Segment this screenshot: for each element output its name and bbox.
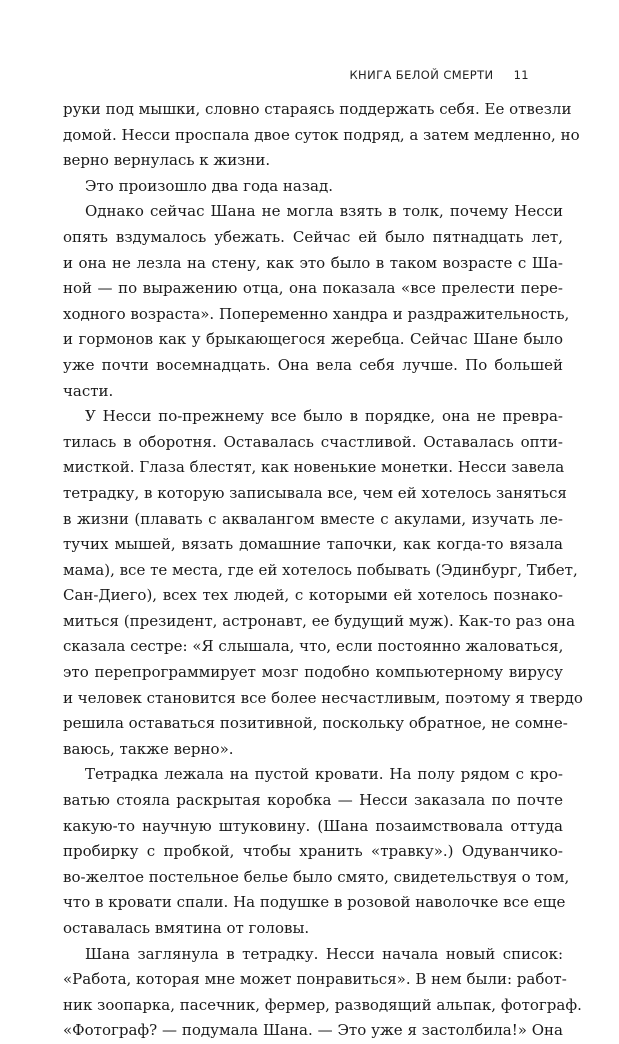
book-title: КНИГА БЕЛОЙ СМЕРТИ: [349, 68, 494, 82]
text-line: «Фотограф? — подумала Шана. — Это уже я застолбила!» Она: [63, 1021, 563, 1040]
text-line: У Несси по-прежнему все было в порядке, она не превра-: [85, 407, 563, 426]
text-line: оставалась вмятина от головы.: [63, 919, 310, 937]
text-line: ваюсь, также верно».: [63, 739, 234, 758]
text-line: домой. Несси проспала двое суток подряд, а затем медленно, но: [63, 125, 580, 144]
paragraph: [63, 942, 582, 1044]
text-line: мисткой. Глаза блестят, как новенькие монетки. Несси завела: [63, 458, 565, 477]
text-line: это перепрограммирует мозг подобно компьютерному вирусу: [63, 663, 563, 682]
page-number: 11: [513, 68, 529, 82]
text-line: верно вернулась к жизни.: [63, 151, 271, 170]
text-line: ник зоопарка, пасечник, фермер, разводящий альпак, фотограф.: [63, 995, 582, 1014]
text-line: уже почти восемнадцать. Она вела себя лучше. По большей: [63, 355, 563, 374]
text-line: опять вздумалось убежать. Сейчас ей было пятнадцать лет,: [63, 227, 563, 246]
text-line: миться (президент, астронавт, ее будущий муж). Как-то раз она: [63, 611, 576, 630]
paragraph: [63, 404, 583, 762]
text-line: пробирку с пробкой, чтобы хранить «травку».) Одуванчико-: [63, 842, 563, 861]
text-line: ходного возраста». Попеременно хандра и раздражительность,: [63, 304, 570, 323]
text-line: тетрадку, в которую записывала все, чем ей хотелось заняться: [63, 483, 567, 502]
text-line: Однако сейчас Шана не могла взять в толк, почему Несси: [85, 202, 563, 221]
text-line: тилась в оборотня. Оставалась счастливой. Оставалась опти-: [63, 432, 563, 451]
text-line: ной — по выражению отца, она показала «все прелести пере-: [63, 279, 563, 298]
paragraph: [63, 199, 570, 404]
text-line: Тетрадка лежала на пустой кровати. На полу рядом с кро-: [85, 765, 563, 784]
paragraph: [63, 762, 570, 941]
paragraph: [63, 97, 580, 174]
running-header: [349, 68, 529, 82]
text-line: руки под мышки, словно стараясь поддержать себя. Ее отвезли: [63, 100, 572, 118]
text-line: Это произошло два года назад.: [85, 176, 333, 195]
text-line: «Работа, которая мне может понравиться». В нем были: работ-: [63, 970, 567, 989]
paragraph: [63, 174, 563, 200]
text-line: тучих мышей, вязать домашние тапочки, как когда-то вязала: [63, 535, 563, 554]
body-text: [63, 97, 583, 1044]
text-line: в жизни (плавать с аквалангом вместе с акулами, изучать ле-: [63, 509, 563, 528]
text-line: какую-то научную штуковину. (Шана позаимствовала оттуда: [63, 816, 563, 835]
text-line: части.: [63, 381, 114, 400]
text-line: Сан-Диего), всех тех людей, с которыми ей хотелось познако-: [63, 586, 563, 605]
text-line: и гормонов как у брыкающегося жеребца. Сейчас Шане было: [63, 330, 563, 349]
text-line: мама), все те места, где ей хотелось побывать (Эдинбург, Тибет,: [63, 560, 578, 579]
text-line: во-желтое постельное белье было смято, свидетельствуя о том,: [63, 867, 570, 886]
text-line: что в кровати спали. На подушке в розовой наволочке все еще: [63, 893, 566, 912]
text-line: и человек становится все более несчастливым, поэтому я твердо: [63, 688, 583, 707]
text-line: и она не лезла на стену, как это было в таком возрасте с Ша-: [63, 253, 563, 272]
text-line: сказала сестре: «Я слышала, что, если постоянно жаловаться,: [63, 637, 564, 656]
text-line: решила оставаться позитивной, поскольку обратное, не сомне-: [63, 714, 568, 733]
text-line: Шана заглянула в тетрадку. Несси начала новый список:: [85, 944, 563, 963]
text-line: ватью стояла раскрытая коробка — Несси заказала по почте: [63, 791, 563, 810]
